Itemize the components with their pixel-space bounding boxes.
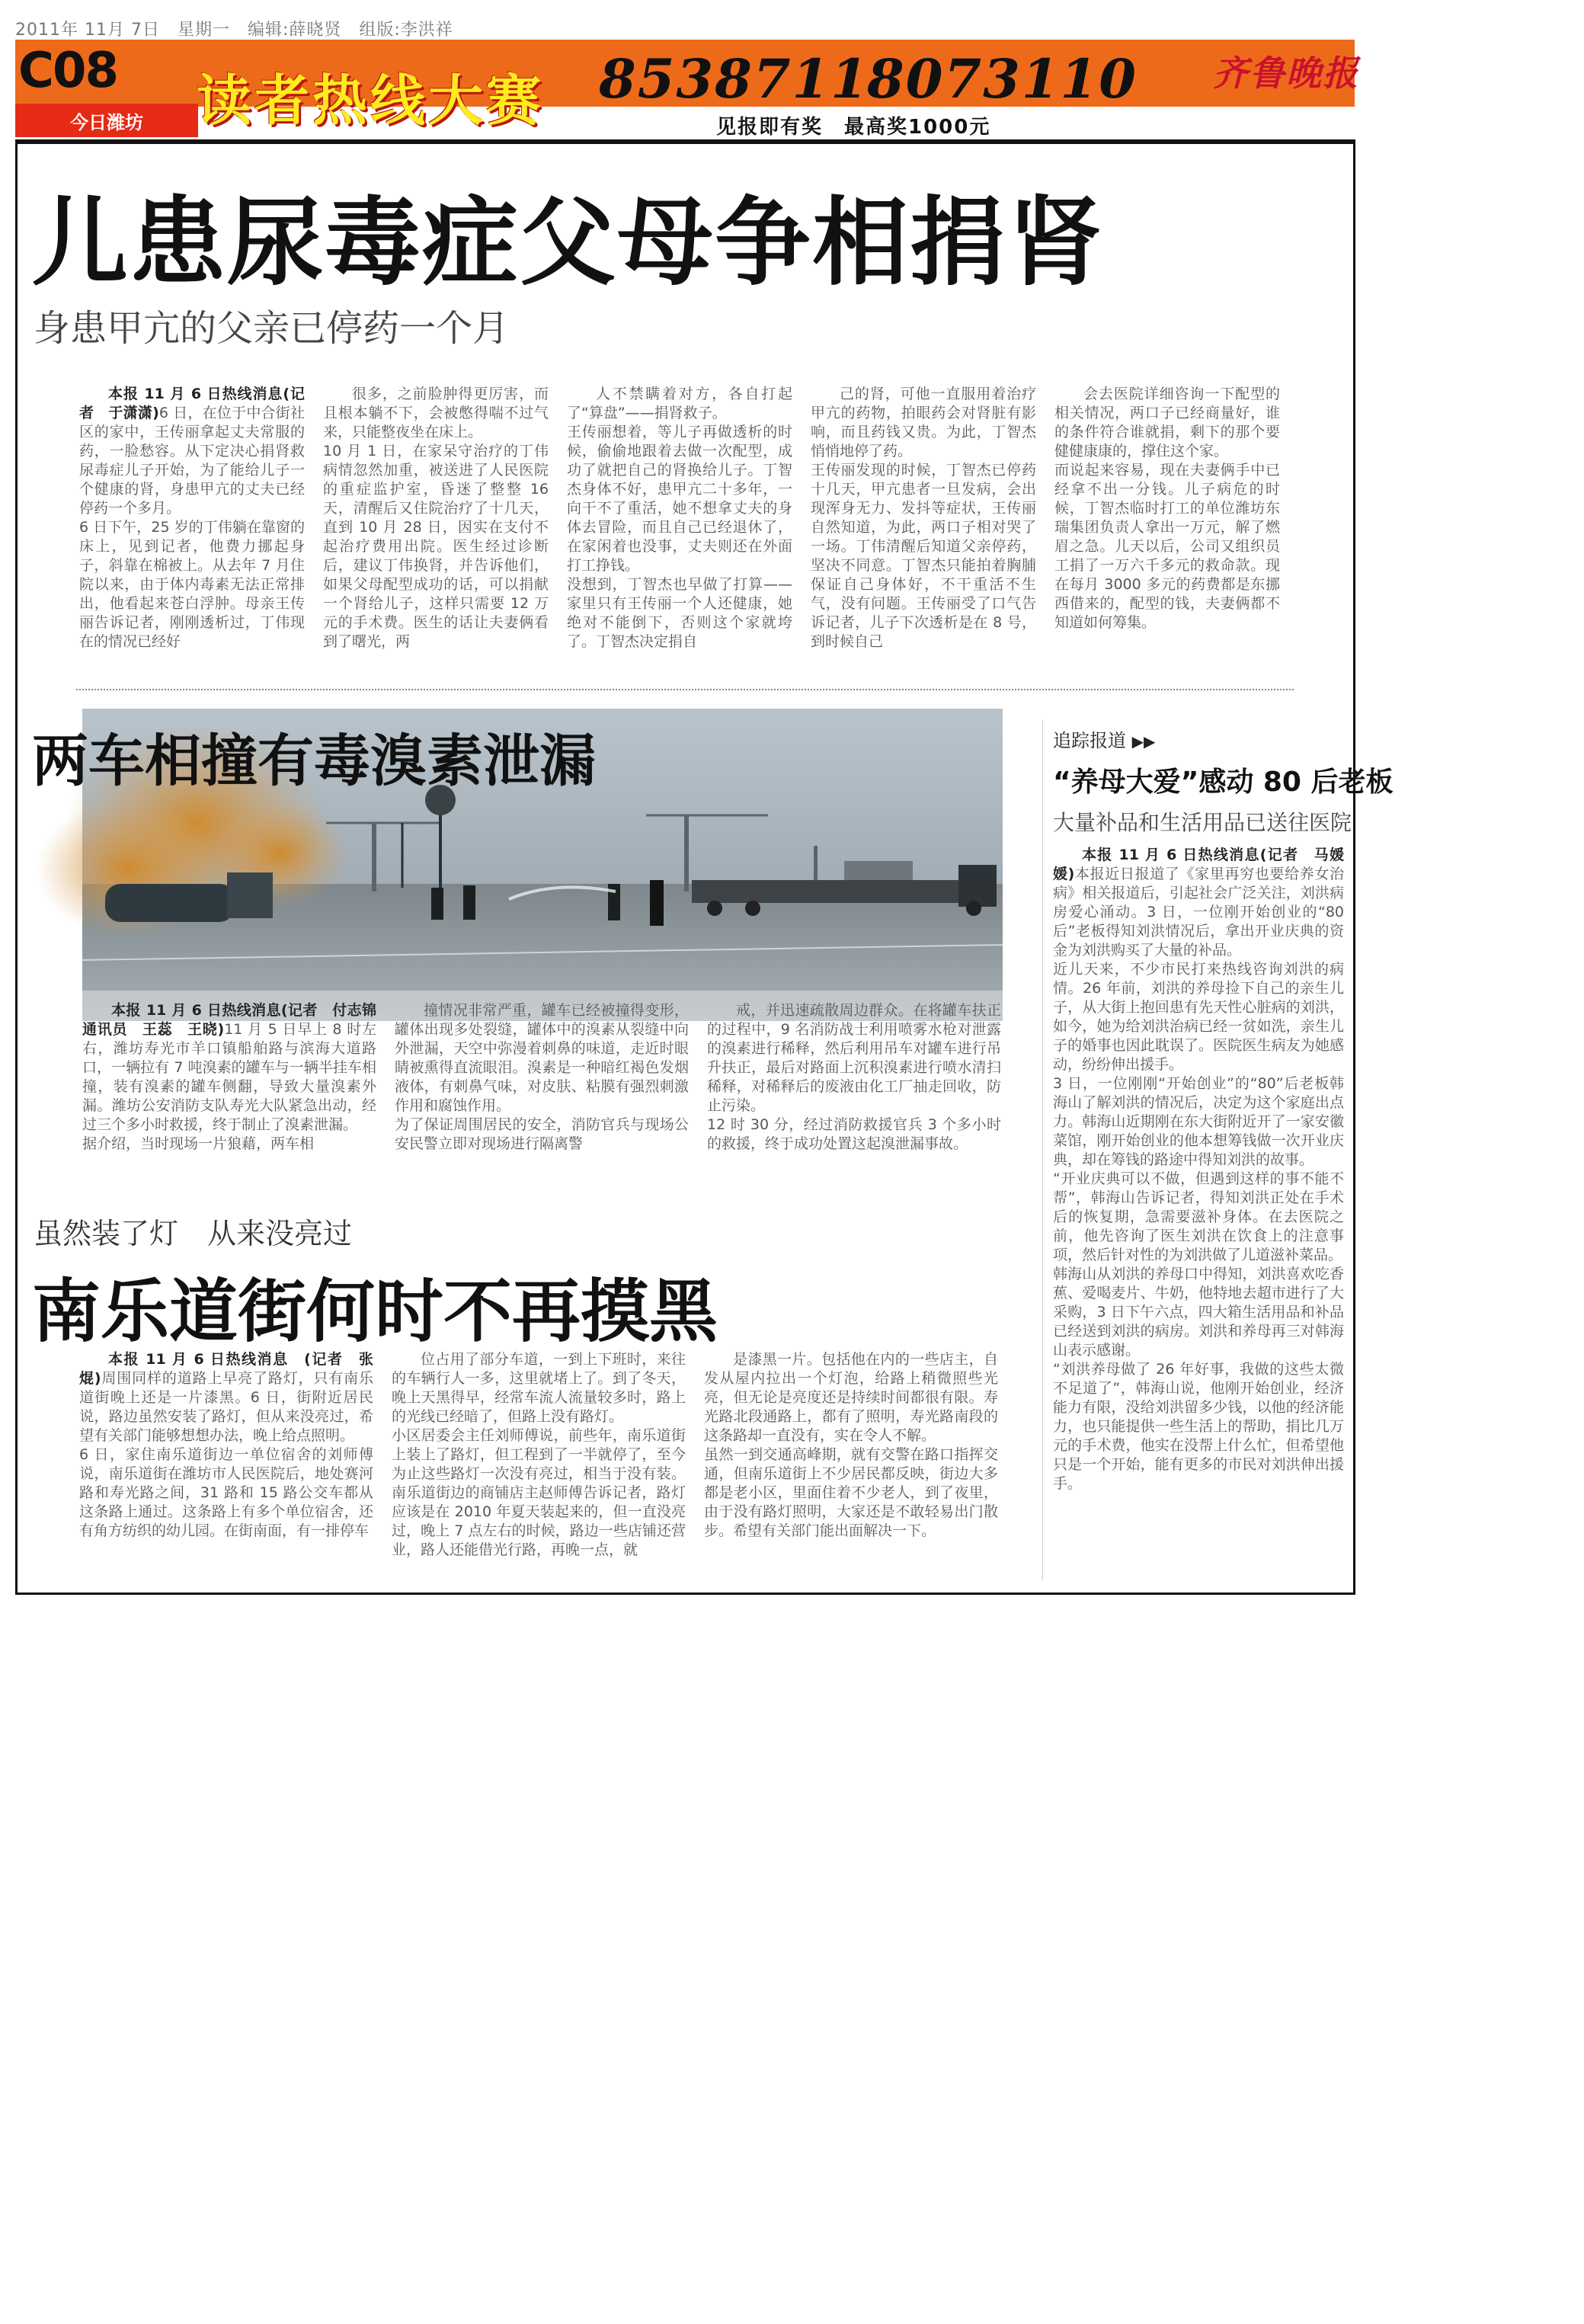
header-rule xyxy=(15,139,1355,144)
story4-subhead: 大量补品和生活用品已送往医院 xyxy=(1053,810,1352,835)
story3-column-1 xyxy=(79,1350,373,1579)
story3-column-1-text: 周围同样的道路上早亮了路灯，只有南乐道街晚上还是一片漆黑。6 日，街附近居民说，路边虽然安装了路灯，但从来没亮过，希望有关部门能够想想办法，晚上给点照明。 6 日，家住南乐道街边一单位宿舍的刘师傅说，南乐道街在潍坊市人民医院后，地处赛河路和寿光路之间，31 路和 15 路公交车都从这条路上通过。这条路上有多个单位宿舍，还有角方纺织的幼儿园。在街南面，有一排停车 xyxy=(79,1370,373,1539)
story1-subhead: 身患甲亢的父亲已停药一个月 xyxy=(34,307,510,350)
story3-column-3-text: 是漆黑一片。包括他在内的一些店主，自发从屋内拉出一个灯泡，给路上稍微照些光亮，但无论是亮度还是持续时间都很有限。寿光路北段通路上，都有了照明，寿光路南段的这条路却一直没有，实在令人不解。 虽然一到交通高峰期，就有交警在路口指挥交通，但南乐道街上不少居民都反映，街边大多都是老小区，里面住着不少老人，到了夜里，由于没有路灯照明，大家还是不敢轻易出门散步。希望有关部门能出面解决一下。 xyxy=(704,1351,998,1539)
story2-column-3 xyxy=(707,1001,1001,1306)
section-label: 今日潍坊 xyxy=(15,104,198,137)
story3-column-3 xyxy=(704,1350,998,1579)
page-frame-bottom xyxy=(15,1593,1355,1595)
story2-column-3-text: 戒，并迅速疏散周边群众。在将罐车扶正的过程中，9 名消防战士利用喷雾水枪对泄露的溴素进行稀释，然后利用吊车对罐车进行吊升扶正，最后对路面上沉积溴素进行喷水清扫稀释，对稀释后的废液由化工厂抽走回收，防止污染。 12 时 30 分，经过消防救援官兵 3 个多小时的救援，终于成功处置这起溴泄漏事故。 xyxy=(707,1002,1001,1152)
story1-column-2-text: 很多，之前脸肿得更厉害，而且根本躺不下，会被憋得喘不过气来，只能整夜坐在床上。 10 月 1 日，在家呆守治疗的丁伟病情忽然加重，被送进了人民医院的重症监护室，昏迷了整整 16 天，清醒后又住院治疗了十几天，直到 10 月 28 日，因实在支付不起治疗费用出院。医生经过诊断后，建议丁伟换肾，并告诉他们，如果父母配型成功的话，可以捐献一个肾给儿子，这样只需要 12 万元的手术费。医生的话让夫妻俩看到了曙光，两 xyxy=(323,386,549,650)
story-divider xyxy=(76,689,1294,690)
story2-column-2-text: 撞情况非常严重，罐车已经被撞得变形，罐体出现多处裂缝，罐体中的溴素从裂缝中向外泄漏，天空中弥漫着刺鼻的味道，走近时眼睛被熏得直流眼泪。溴素是一种暗红褐色发烟液体，有刺鼻气味，对皮肤、粘膜有强烈刺激作用和腐蚀作用。 为了保证周围居民的安全，消防官兵与现场公安民警立即对现场进行隔离警 xyxy=(395,1002,689,1152)
story1-column-3-text: 人不禁瞒着对方，各自打起了“算盘”——捐肾救子。 王传丽想着，等儿子再做透析的时候，偷偷地跟着去做一次配型，成功了就把自己的肾换给儿子。丁智杰身体不好，患甲亢二十多年，一向干不了重活，她不想拿丈夫的身体去冒险，而且自己已经退休了，在家闲着也没事，丈夫则还在外面打工挣钱。 没想到，丁智杰也早做了打算——家里只有王传丽一个人还健康，她绝对不能倒下，否则这个家就垮了。丁智杰决定捐自 xyxy=(567,386,792,650)
story1-column-5-text: 会去医院详细咨询一下配型的相关情况，两口子已经商量好，谁的条件符合谁就捐，剩下的那个要健健康康的，撑住这个家。 而说起来容易，现在夫妻俩手中已经拿不出一分钱。儿子病危的时候，丁智杰临时打工的单位潍坊东瑞集团负责人拿出一万元，解了燃眉之急。儿天以后，公司又组织员工捐了一万六千多元的救命款。现在每月 3000 多元的药费都是东挪西借来的，配型的钱，夫妻俩都不知道如何筹集。 xyxy=(1054,386,1280,631)
hotline-phone-2: 8073110 xyxy=(867,47,1138,110)
story1-column-3 xyxy=(567,385,792,678)
hotline-phone-1: 8538711 xyxy=(599,47,869,110)
story2-lead-label: 本报 11 月 6 日热线消息(记者 付志锦 通讯员 王蕊 王晓) xyxy=(82,1002,392,1038)
page-frame-right xyxy=(1353,139,1355,1595)
story4-body xyxy=(1053,846,1344,1577)
story3-lead-label: 本报 11 月 6 日热线消息 (记者 张焜) xyxy=(79,1351,373,1387)
story1-lead-label: 本报 11 月 6 日热线消息(记者 于潇潇) xyxy=(79,386,305,421)
story1-column-1-text: 6 日，在位于中合街社区的家中，王传丽拿起丈夫常服的药，一脸愁容。从下定决心捐肾救尿毒症儿子开始，为了能给儿子一个健康的肾，身患甲亢的丈夫已经停药一个多月。 6 日下午，25 岁的丁伟躺在靠窗的床上，见到记者，他费力挪起身子，斜靠在棉被上。从去年 7 月住院以来，由于体内毒素无法正常排出，他看起来苍白浮肿。母亲王传丽告诉记者，刚刚透析过，丁伟现在的情况已经好 xyxy=(79,405,305,650)
story1-column-1 xyxy=(79,385,305,678)
story1-headline: 儿患尿毒症父母争相捐肾 xyxy=(32,187,1105,299)
story3-headline: 南乐道街何时不再摸黑 xyxy=(32,1272,718,1352)
column-divider xyxy=(1042,719,1043,1580)
story2-column-1-text: 11 月 5 日早上 8 时左右，潍坊寿光市羊口镇船舶路与滨海大道路口，一辆拉有 7 吨溴素的罐车与一辆半挂车相撞，装有溴素的罐车侧翻，导致大量溴素外漏。潍坊公安消防支队寿光大队紧急出动，经过三个多小时救援，终于制止了溴素泄漏。 据介绍，当时现场一片狼藉，两车相 xyxy=(82,1021,376,1152)
newspaper-logo: 齐鲁晚报 xyxy=(1213,53,1359,94)
follow-up-label: 追踪报道 xyxy=(1053,730,1126,751)
story3-column-2 xyxy=(392,1350,686,1579)
contest-title: 读者热线大赛 xyxy=(197,69,545,133)
follow-up-tag xyxy=(1053,725,1155,752)
story1-column-4-text: 己的肾，可他一直服用着治疗甲亢的药物，拍眼药会对肾脏有影响，而且药钱又贵。为此，丁智杰悄悄地停了药。 王传丽发现的时候，丁智杰已停药十几天，甲亢患者一旦发病，会出现浑身无力、发抖等症状，王传丽自然知道，为此，两口子相对哭了一场。丁伟清醒后知道父亲停药，坚决不同意。丁智杰只能拍着胸脯保证自己身体好，不干重活不生气，没有问题。王传丽受了口气告诉记者，儿子下次透析是在 8 号，到时候自己 xyxy=(811,386,1036,650)
story1-column-2 xyxy=(323,385,549,678)
story1-column-4 xyxy=(811,385,1036,678)
story3-column-2-text: 位占用了部分车道，一到上下班时，来往的车辆行人一多，这里就堵上了。到了冬天，晚上天黑得早，经常车流人流量较多时，路上的光线已经暗了，但路上没有路灯。 小区居委会主任刘师傅说，前些年，南乐道街上装上了路灯，但工程到了一半就停了，至今为止这些路灯一次没有亮过，相当于没有装。南乐道街边的商铺店主赵师傅告诉记者，路灯应该是在 2010 年夏天装起来的，但一直没亮过，晚上 7 点左右的时候，路边一些店铺还营业，路人还能借光行路，再晚一点，就 xyxy=(392,1351,686,1558)
story4-headline: “养母大爱”感动 80 后老板 xyxy=(1053,767,1394,798)
story4-body-text: 本报近日报道了《家里再穷也要给养女治病》相关报道后，引起社会广泛关注，刘洪病房爱心涌动。3 日，一位刚开始创业的“80 后”老板得知刘洪情况后，拿出开业庆典的资金为刘洪购买了大量的补品。 近儿天来，不少市民打来热线咨询刘洪的病情。26 年前，刘洪的养母捡下自己的亲生儿子，从大街上抱回患有先天性心脏病的刘洪，如今，她为给刘洪治病已经一贫如洗，亲生儿子的婚事也因此耽误了。医院医生病友为她感动，纷纷伸出援手。 3 日，一位刚刚“开始创业”的“80”后老板韩海山了解刘洪的情况后，决定为这个家庭出点力。韩海山近期刚在东大街附近开了一家安徽菜馆，刚开始创业的他本想筹钱做一次开业庆典，却在筹钱的路途中得知刘洪的故事。 “开业庆典可以不做，但遇到这样的事不能不帮”，韩海山告诉记者，得知刘洪正处在手术后的恢复期，急需要滋补身体。在去医院之前，他先咨询了医生刘洪在饮食上的注意事项，然后针对性的为刘洪做了儿道滋补菜品。 韩海山从刘洪的养母口中得知，刘洪喜欢吃香蕉、爱喝麦片、牛奶，他特地去超市进行了大采购，3 日下午六点，四大箱生活用品和补品已经送到刘洪的病房。刘洪和养母再三对韩海山表示感谢。 “刘洪养母做了 26 年好事，我做的这些太微不足道了”，韩海山说，他刚开始创业，经济能力有限，没给刘洪留多少钱，以他的经济能力，也只能提供一些生活上的帮助，捐比几万元的手术费，他实在没帮上什么忙，但希望他只是一个开始，能有更多的市民对刘洪伸出援手。 xyxy=(1053,866,1344,1492)
story4-lead-label: 本报 11 月 6 日热线消息(记者 马媛媛) xyxy=(1053,847,1344,882)
double-arrow-icon: ▶▶ xyxy=(1131,732,1156,751)
story2-headline: 两车相撞有毒溴素泄漏 xyxy=(32,728,596,794)
page-frame-left xyxy=(15,139,18,1595)
date-editor-line: 2011年 11月 7日 星期一 编辑:薛晓贤 组版:李洪祥 xyxy=(15,21,453,40)
page-code: C08 xyxy=(18,43,118,99)
story1-column-5 xyxy=(1054,385,1280,678)
story3-kicker: 虽然装了灯 从来没亮过 xyxy=(34,1217,353,1250)
prize-line: 见报即有奖 最高奖1000元 xyxy=(716,116,991,139)
